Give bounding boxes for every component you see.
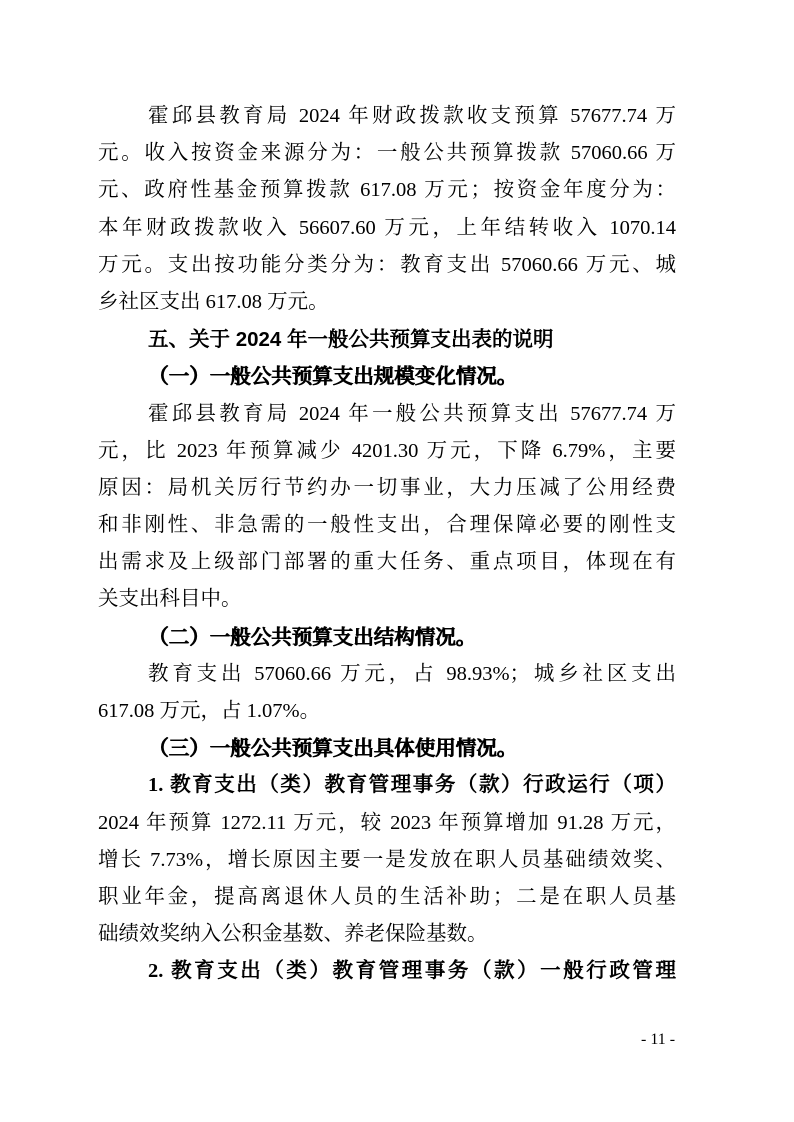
paragraph-scale-change: [98, 396, 676, 619]
paragraph-structure: [98, 656, 676, 730]
paragraph-line: 础绩效奖纳入公积金基数、养老保险基数。: [98, 923, 488, 946]
paragraph-line: 元。收入按资金来源分为：一般公共预算拨款 57060.66 万: [98, 142, 676, 165]
item-1-heading: 1. 教育支出（类）教育管理事务（款）行政运行（项）: [148, 774, 676, 797]
document-body: [98, 98, 676, 991]
paragraph-line: 出需求及上级部门部署的重大任务、重点项目，体现在有: [98, 551, 676, 574]
subsection-heading-3: （三）一般公共预算支出具体使用情况。: [148, 737, 517, 761]
numbered-item-2: [98, 953, 676, 990]
page-number: - 11 -: [641, 1031, 676, 1048]
paragraph-line: 元、政府性基金预算拨款 617.08 万元；按资金年度分为：: [98, 179, 676, 202]
paragraph-line: 和非刚性、非急需的一般性支出，合理保障必要的刚性支: [98, 514, 676, 537]
paragraph-line: 职业年金，提高离退休人员的生活补助；二是在职人员基: [98, 885, 676, 908]
subsection-heading-1: （一）一般公共预算支出规模变化情况。: [148, 365, 517, 389]
paragraph-line: 霍邱县教育局 2024 年财政拨款收支预算 57677.74 万: [148, 105, 676, 127]
paragraph-line: 霍邱县教育局 2024 年一般公共预算支出 57677.74 万: [148, 402, 676, 425]
paragraph-line: 617.08 万元，占 1.07%。: [98, 700, 321, 722]
numbered-item-1: [98, 767, 676, 953]
paragraph-line: 2024 年预算 1272.11 万元，较 2023 年预算增加 91.28 万元，: [98, 811, 676, 834]
paragraph-line: 元，比 2023 年预算减少 4201.30 万元，下降 6.79%，主要: [98, 439, 676, 462]
paragraph-line: 原因：局机关厉行节约办一切事业，大力压减了公用经费: [98, 476, 676, 499]
paragraph-line: 乡社区支出 617.08 万元。: [98, 290, 329, 313]
subsection-heading-2: （二）一般公共预算支出结构情况。: [148, 625, 476, 649]
section-heading-five: 五、关于 2024 年一般公共预算支出表的说明: [148, 328, 554, 352]
paragraph-line: 增长 7.73%，增长原因主要一是发放在职人员基础绩效奖、: [98, 848, 676, 871]
item-2-heading: 2. 教育支出（类）教育管理事务（款）一般行政管理: [148, 960, 676, 983]
paragraph-line: 教育支出 57060.66 万元，占 98.93%；城乡社区支出: [148, 662, 676, 685]
paragraph-funding-overview: [98, 98, 676, 321]
paragraph-line: 关支出科目中。: [98, 588, 242, 611]
paragraph-line: 万元。支出按功能分类分为：教育支出 57060.66 万元、城: [98, 253, 676, 276]
paragraph-line: 本年财政拨款收入 56607.60 万元，上年结转收入 1070.14: [98, 216, 676, 239]
